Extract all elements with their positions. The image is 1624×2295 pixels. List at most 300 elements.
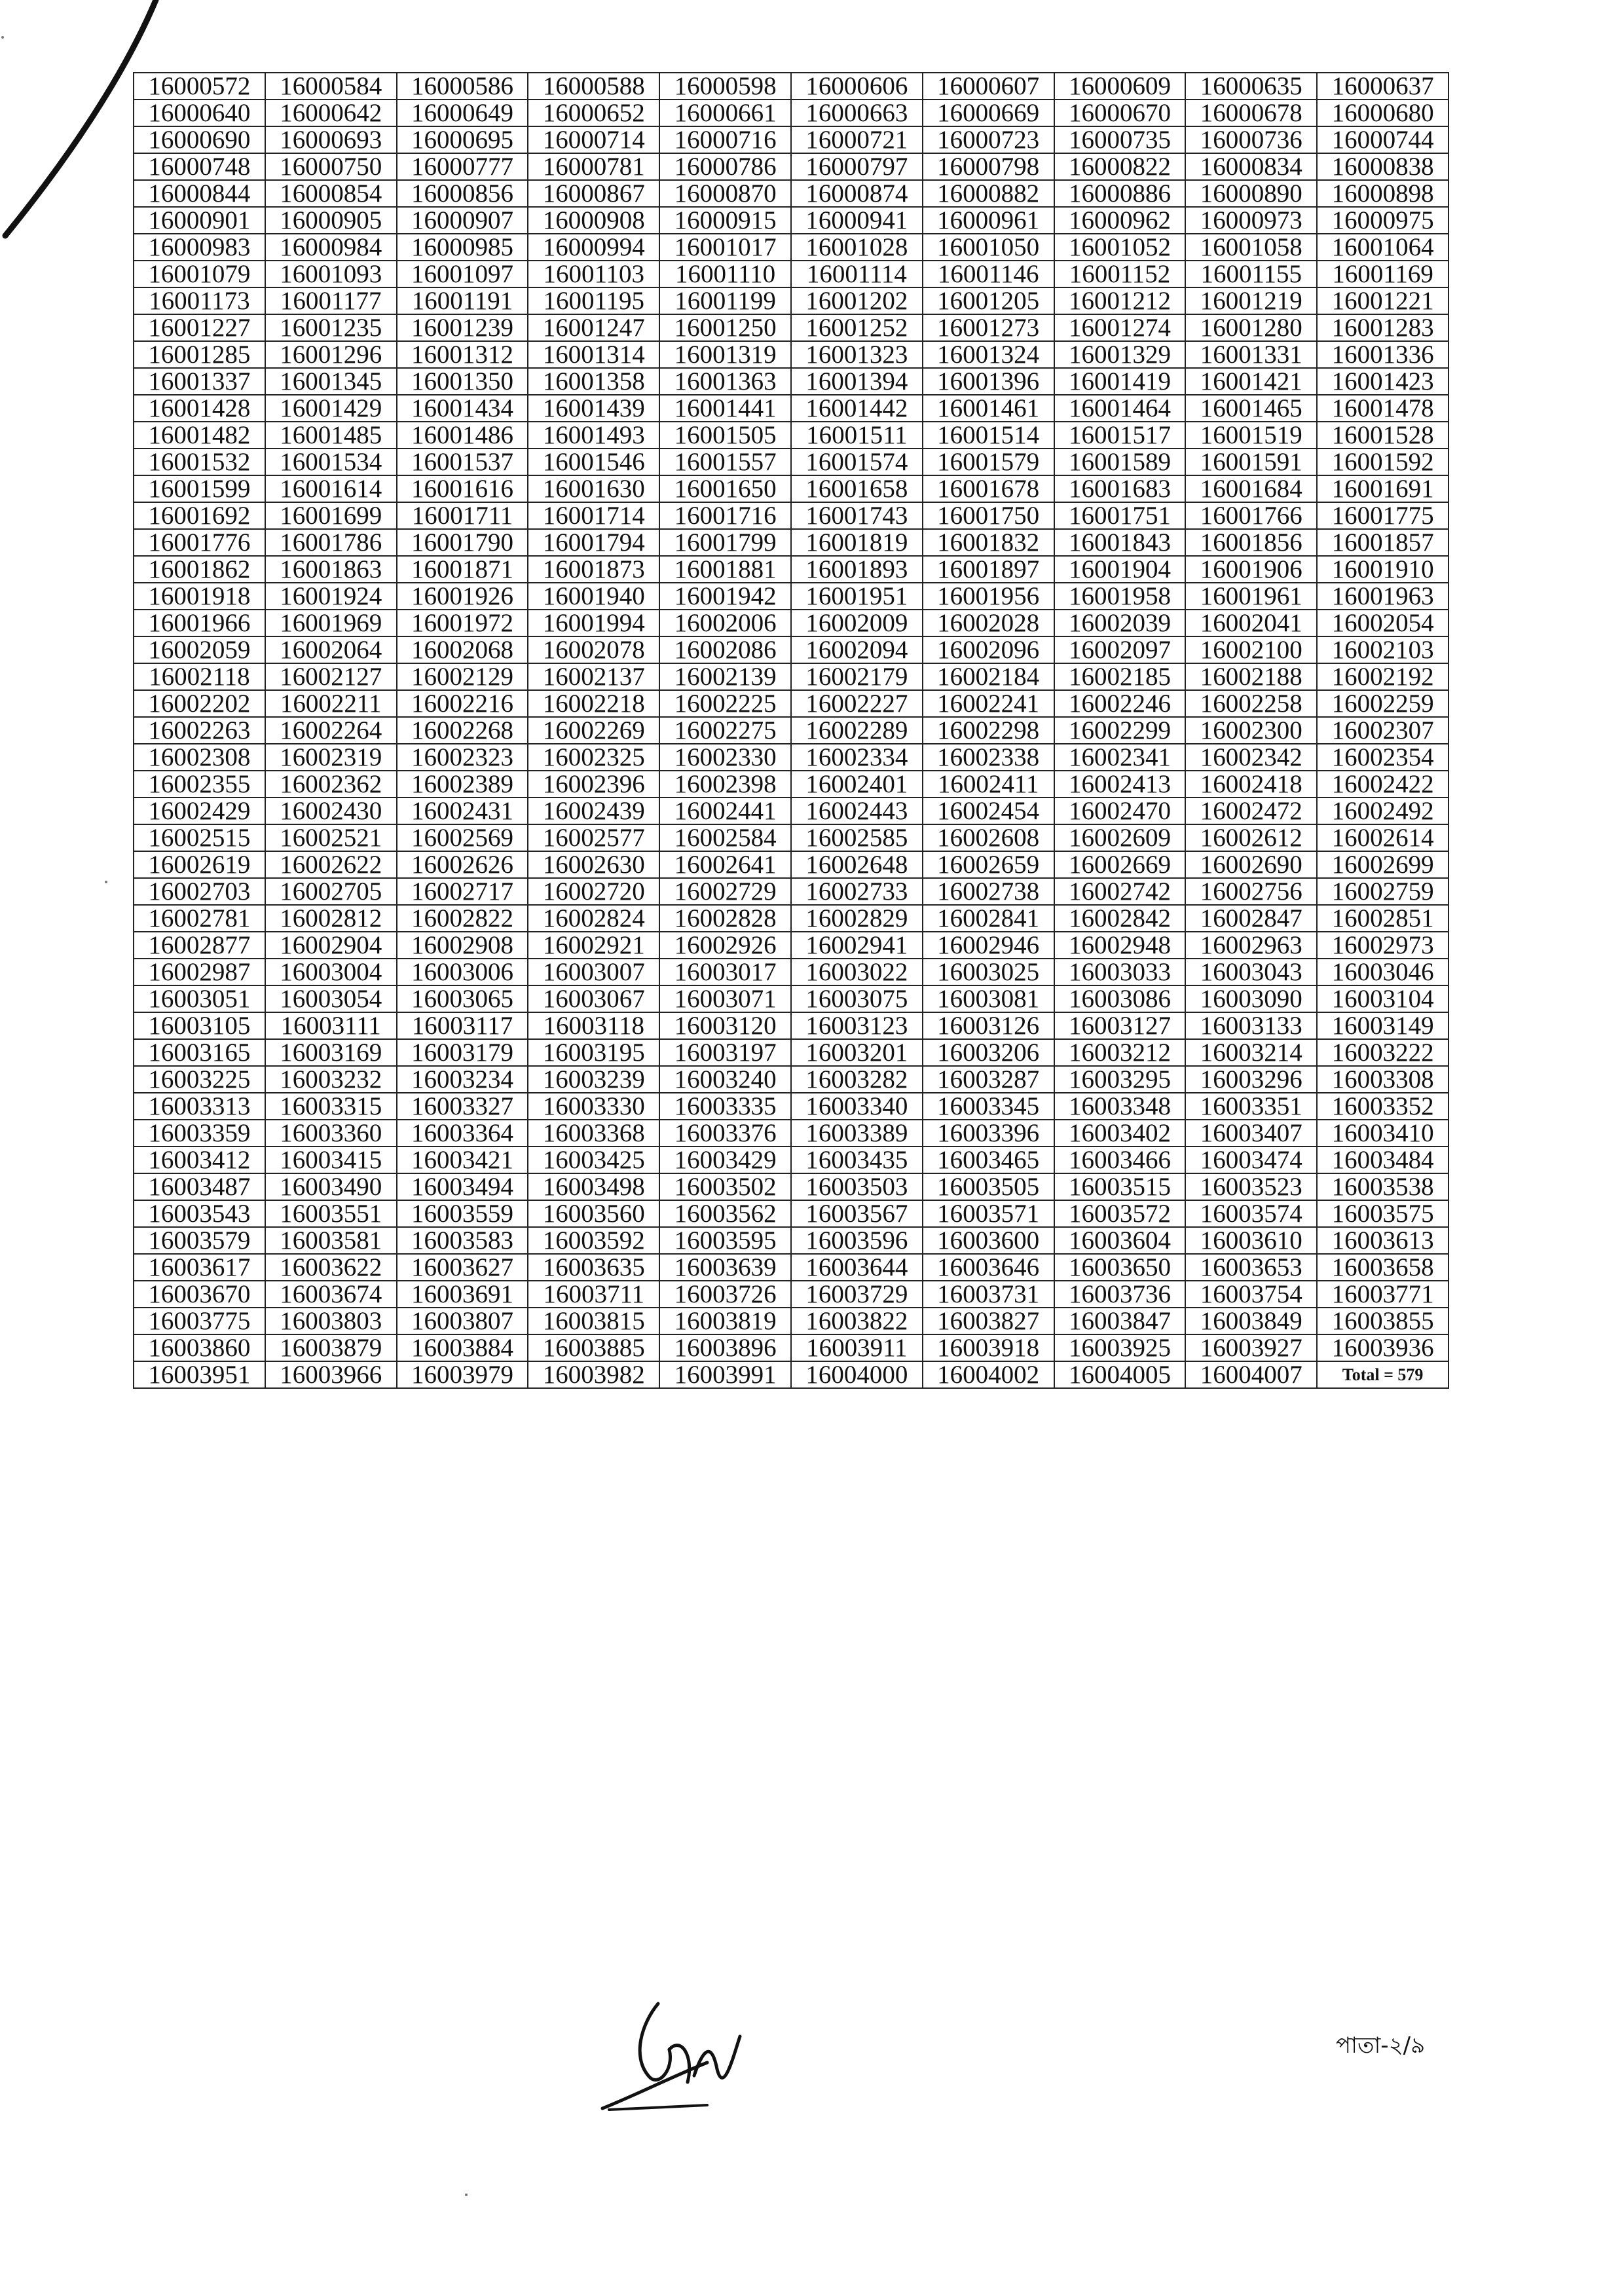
roll-number-cell: 16000670	[1054, 100, 1186, 126]
roll-number-cell: 16000905	[265, 207, 397, 234]
roll-number-cell: 16003351	[1185, 1093, 1317, 1120]
table-row	[134, 1308, 1449, 1334]
roll-number-cell: 16002829	[791, 905, 923, 932]
roll-number-cell: 16002841	[923, 905, 1054, 932]
roll-number-cell: 16002118	[134, 663, 265, 690]
roll-number-cell: 16003610	[1185, 1227, 1317, 1254]
table-row	[134, 287, 1449, 314]
roll-number-cell: 16002289	[791, 717, 923, 744]
roll-number-cell: 16002492	[1317, 798, 1449, 824]
roll-number-cell: 16001599	[134, 475, 265, 502]
roll-number-cell: 16003165	[134, 1039, 265, 1066]
roll-number-cell: 16001195	[528, 287, 659, 314]
roll-number-cell: 16003644	[791, 1254, 923, 1281]
roll-number-cell: 16001799	[659, 529, 791, 556]
roll-number-cell: 16003308	[1317, 1066, 1449, 1093]
roll-number-cell: 16000838	[1317, 153, 1449, 180]
roll-number-cell: 16001751	[1054, 502, 1186, 529]
roll-number-cell: 16002622	[265, 851, 397, 878]
table-row	[134, 610, 1449, 636]
roll-number-cell: 16001906	[1185, 556, 1317, 583]
roll-number-cell: 16003494	[397, 1173, 528, 1200]
roll-number-cell: 16002354	[1317, 744, 1449, 771]
roll-number-cell: 16003885	[528, 1334, 659, 1361]
roll-number-cell: 16000890	[1185, 180, 1317, 207]
total-count-cell: Total = 579	[1317, 1361, 1449, 1388]
roll-number-cell: 16000786	[659, 153, 791, 180]
roll-number-cell: 16003622	[265, 1254, 397, 1281]
roll-number-cell: 16003179	[397, 1039, 528, 1066]
roll-number-cell: 16003435	[791, 1147, 923, 1173]
roll-number-cell: 16001442	[791, 395, 923, 422]
roll-number-cell: 16000777	[397, 153, 528, 180]
roll-number-cell: 16000886	[1054, 180, 1186, 207]
roll-number-cell: 16002742	[1054, 878, 1186, 905]
roll-number-cell: 16002824	[528, 905, 659, 932]
roll-number-cell: 16003360	[265, 1120, 397, 1147]
roll-number-cell: 16000669	[923, 100, 1054, 126]
roll-number-cell: 16001028	[791, 234, 923, 261]
roll-number-cell: 16002733	[791, 878, 923, 905]
roll-number-cell: 16001079	[134, 261, 265, 287]
roll-number-cell: 16003376	[659, 1120, 791, 1147]
roll-number-cell: 16003117	[397, 1012, 528, 1039]
roll-number-cell: 16002648	[791, 851, 923, 878]
roll-number-cell: 16001319	[659, 341, 791, 368]
roll-number-cell: 16003925	[1054, 1334, 1186, 1361]
roll-number-cell: 16003086	[1054, 985, 1186, 1012]
table-row	[134, 73, 1449, 100]
roll-number-cell: 16001152	[1054, 261, 1186, 287]
roll-number-cell: 16000870	[659, 180, 791, 207]
table-row	[134, 663, 1449, 690]
roll-number-cell: 16000716	[659, 126, 791, 153]
roll-number-cell: 16000994	[528, 234, 659, 261]
roll-number-cell: 16000867	[528, 180, 659, 207]
table-row	[134, 1334, 1449, 1361]
roll-number-cell: 16000721	[791, 126, 923, 153]
roll-number-cell: 16001199	[659, 287, 791, 314]
table-row	[134, 1254, 1449, 1281]
roll-number-cell: 16003111	[265, 1012, 397, 1039]
roll-number-cell: 16003847	[1054, 1308, 1186, 1334]
roll-number-cell: 16003966	[265, 1361, 397, 1388]
roll-number-cell: 16001177	[265, 287, 397, 314]
roll-number-cell: 16003505	[923, 1173, 1054, 1200]
roll-number-cell: 16001862	[134, 556, 265, 583]
roll-number-cell: 16002184	[923, 663, 1054, 690]
table-row	[134, 1039, 1449, 1066]
roll-number-cell: 16002577	[528, 824, 659, 851]
roll-number-cell: 16001146	[923, 261, 1054, 287]
roll-number-cell: 16002259	[1317, 690, 1449, 717]
table-row	[134, 1173, 1449, 1200]
roll-number-cell: 16003118	[528, 1012, 659, 1039]
roll-number-cell: 16002054	[1317, 610, 1449, 636]
roll-number-cell: 16002699	[1317, 851, 1449, 878]
roll-number-cell: 16002705	[265, 878, 397, 905]
table-row	[134, 368, 1449, 395]
roll-number-cell: 16000750	[265, 153, 397, 180]
roll-number-cell: 16001716	[659, 502, 791, 529]
roll-number-cell: 16003896	[659, 1334, 791, 1361]
table-row	[134, 261, 1449, 287]
table-row	[134, 1012, 1449, 1039]
roll-number-cell: 16002268	[397, 717, 528, 744]
roll-number-cell: 16004005	[1054, 1361, 1186, 1388]
roll-number-cell: 16001461	[923, 395, 1054, 422]
roll-number-cell: 16001534	[265, 449, 397, 475]
roll-number-cell: 16003982	[528, 1361, 659, 1388]
roll-number-cell: 16003502	[659, 1173, 791, 1200]
roll-number-cell: 16001592	[1317, 449, 1449, 475]
roll-number-cell: 16001856	[1185, 529, 1317, 556]
roll-number-cell: 16001478	[1317, 395, 1449, 422]
roll-number-cell: 16002398	[659, 771, 791, 798]
roll-number-cell: 16001103	[528, 261, 659, 287]
roll-number-cell: 16003017	[659, 959, 791, 985]
roll-number-cell: 16002325	[528, 744, 659, 771]
roll-number-cell: 16002569	[397, 824, 528, 851]
roll-number-cell: 16001910	[1317, 556, 1449, 583]
roll-number-cell: 16003855	[1317, 1308, 1449, 1334]
roll-number-cell: 16003613	[1317, 1227, 1449, 1254]
roll-number-cell: 16002225	[659, 690, 791, 717]
roll-number-cell: 16003658	[1317, 1254, 1449, 1281]
roll-number-cell: 16001396	[923, 368, 1054, 395]
roll-number-cell: 16000637	[1317, 73, 1449, 100]
roll-number-cell: 16001439	[528, 395, 659, 422]
roll-number-cell: 16002630	[528, 851, 659, 878]
roll-number-cell: 16002218	[528, 690, 659, 717]
roll-number-cell: 16001958	[1054, 583, 1186, 610]
roll-number-cell: 16000854	[265, 180, 397, 207]
roll-number-cell: 16002756	[1185, 878, 1317, 905]
roll-number-cell: 16003071	[659, 985, 791, 1012]
roll-number-cell: 16003650	[1054, 1254, 1186, 1281]
roll-number-cell: 16003775	[134, 1308, 265, 1334]
table-row	[134, 878, 1449, 905]
margin-dot	[465, 2194, 468, 2196]
roll-number-cell: 16002258	[1185, 690, 1317, 717]
roll-number-cell: 16003412	[134, 1147, 265, 1173]
roll-number-cell: 16003282	[791, 1066, 923, 1093]
roll-number-cell: 16001750	[923, 502, 1054, 529]
roll-number-cell: 16001678	[923, 475, 1054, 502]
roll-number-cell: 16001684	[1185, 475, 1317, 502]
roll-number-cell: 16002338	[923, 744, 1054, 771]
roll-number-cell: 16002227	[791, 690, 923, 717]
roll-number-cell: 16003222	[1317, 1039, 1449, 1066]
roll-number-cell: 16001219	[1185, 287, 1317, 314]
roll-number-cell: 16003327	[397, 1093, 528, 1120]
roll-number-cell: 16002041	[1185, 610, 1317, 636]
roll-number-cell: 16001532	[134, 449, 265, 475]
roll-number-cell: 16002963	[1185, 932, 1317, 959]
roll-number-cell: 16003562	[659, 1200, 791, 1227]
roll-number-cell: 16002323	[397, 744, 528, 771]
roll-number-cell: 16003025	[923, 959, 1054, 985]
roll-number-cell: 16003815	[528, 1308, 659, 1334]
roll-number-cell: 16003936	[1317, 1334, 1449, 1361]
roll-number-cell: 16000882	[923, 180, 1054, 207]
roll-number-cell: 16002241	[923, 690, 1054, 717]
roll-number-cell: 16001058	[1185, 234, 1317, 261]
roll-number-cell: 16002100	[1185, 636, 1317, 663]
roll-number-cell: 16002078	[528, 636, 659, 663]
roll-number-cell: 16001546	[528, 449, 659, 475]
roll-number-cell: 16003579	[134, 1227, 265, 1254]
roll-number-cell: 16003206	[923, 1039, 1054, 1066]
roll-number-cell: 16000635	[1185, 73, 1317, 100]
roll-number-cell: 16003313	[134, 1093, 265, 1120]
roll-number-cell: 16001419	[1054, 368, 1186, 395]
roll-number-cell: 16001337	[134, 368, 265, 395]
roll-number-cell: 16003402	[1054, 1120, 1186, 1147]
roll-number-cell: 16003201	[791, 1039, 923, 1066]
roll-number-cell: 16003498	[528, 1173, 659, 1200]
roll-number-cell: 16001790	[397, 529, 528, 556]
roll-number-cell: 16000901	[134, 207, 265, 234]
roll-number-cell: 16003006	[397, 959, 528, 985]
roll-number-cell: 16001280	[1185, 314, 1317, 341]
roll-number-cell: 16002948	[1054, 932, 1186, 959]
table-row	[134, 234, 1449, 261]
roll-number-cell: 16003639	[659, 1254, 791, 1281]
roll-number-cell: 16001969	[265, 610, 397, 636]
roll-number-cell: 16001464	[1054, 395, 1186, 422]
roll-number-cell: 16001873	[528, 556, 659, 583]
roll-number-cell: 16001692	[134, 502, 265, 529]
roll-number-cell: 16003515	[1054, 1173, 1186, 1200]
roll-number-cell: 16001345	[265, 368, 397, 395]
roll-number-cell: 16000941	[791, 207, 923, 234]
table-row	[134, 153, 1449, 180]
roll-number-cell: 16004007	[1185, 1361, 1317, 1388]
roll-number-cell: 16001097	[397, 261, 528, 287]
roll-number-cell: 16002441	[659, 798, 791, 824]
table-row	[134, 824, 1449, 851]
roll-number-cell: 16000822	[1054, 153, 1186, 180]
roll-number-cell: 16001336	[1317, 341, 1449, 368]
roll-number-cell: 16002738	[923, 878, 1054, 905]
roll-number-cell: 16000693	[265, 126, 397, 153]
roll-number-cell: 16003330	[528, 1093, 659, 1120]
roll-number-cell: 16003819	[659, 1308, 791, 1334]
roll-number-cell: 16000723	[923, 126, 1054, 153]
roll-number-cell: 16001699	[265, 502, 397, 529]
roll-number-cell: 16002759	[1317, 878, 1449, 905]
roll-number-cell: 16001221	[1317, 287, 1449, 314]
table-row	[134, 341, 1449, 368]
roll-number-cell: 16001050	[923, 234, 1054, 261]
roll-number-cell: 16000874	[791, 180, 923, 207]
roll-number-cell: 16002926	[659, 932, 791, 959]
table-row	[134, 690, 1449, 717]
roll-number-cell: 16002094	[791, 636, 923, 663]
roll-number-cell: 16000915	[659, 207, 791, 234]
roll-number-cell: 16001589	[1054, 449, 1186, 475]
roll-number-cell: 16002619	[134, 851, 265, 878]
roll-number-cell: 16003849	[1185, 1308, 1317, 1334]
roll-number-cell: 16003065	[397, 985, 528, 1012]
roll-number-cell: 16003803	[265, 1308, 397, 1334]
roll-number-cell: 16001155	[1185, 261, 1317, 287]
roll-number-cell: 16001517	[1054, 422, 1186, 449]
roll-number-cell: 16003043	[1185, 959, 1317, 985]
roll-number-cell: 16002812	[265, 905, 397, 932]
roll-number-cell: 16001421	[1185, 368, 1317, 395]
roll-number-cell: 16001942	[659, 583, 791, 610]
roll-number-cell: 16001528	[1317, 422, 1449, 449]
roll-number-cell: 16001314	[528, 341, 659, 368]
roll-number-cell: 16001296	[265, 341, 397, 368]
roll-number-cell: 16000586	[397, 73, 528, 100]
roll-number-cell: 16002641	[659, 851, 791, 878]
roll-number-cell: 16003067	[528, 985, 659, 1012]
table-row	[134, 529, 1449, 556]
roll-number-cell: 16001972	[397, 610, 528, 636]
roll-number-cell: 16002307	[1317, 717, 1449, 744]
roll-number-cell: 16002614	[1317, 824, 1449, 851]
roll-number-cell: 16002669	[1054, 851, 1186, 878]
roll-number-cell: 16003415	[265, 1147, 397, 1173]
roll-number-cell: 16002308	[134, 744, 265, 771]
roll-number-cell: 16001537	[397, 449, 528, 475]
roll-number-cell: 16003551	[265, 1200, 397, 1227]
roll-number-cell: 16000856	[397, 180, 528, 207]
roll-number-cell: 16003197	[659, 1039, 791, 1066]
roll-number-cell: 16001924	[265, 583, 397, 610]
roll-number-cell: 16002039	[1054, 610, 1186, 636]
roll-number-cell: 16003754	[1185, 1281, 1317, 1308]
roll-number-cell: 16003487	[134, 1173, 265, 1200]
roll-number-cell: 16002299	[1054, 717, 1186, 744]
roll-number-cell: 16001683	[1054, 475, 1186, 502]
roll-number-cell: 16000695	[397, 126, 528, 153]
roll-number-cell: 16003653	[1185, 1254, 1317, 1281]
roll-number-cell: 16001863	[265, 556, 397, 583]
roll-number-cell: 16002717	[397, 878, 528, 905]
roll-number-cell: 16002103	[1317, 636, 1449, 663]
roll-number-cell: 16003104	[1317, 985, 1449, 1012]
table-row	[134, 932, 1449, 959]
table-row	[134, 475, 1449, 502]
roll-number-cell: 16002246	[1054, 690, 1186, 717]
roll-number-cell: 16000736	[1185, 126, 1317, 153]
roll-number-cell: 16000584	[265, 73, 397, 100]
roll-number-cell: 16001239	[397, 314, 528, 341]
roll-number-cell: 16001766	[1185, 502, 1317, 529]
roll-number-cell: 16002515	[134, 824, 265, 851]
roll-number-cell: 16002192	[1317, 663, 1449, 690]
table-row	[134, 1281, 1449, 1308]
roll-number-cell: 16001514	[923, 422, 1054, 449]
roll-number-cell: 16000744	[1317, 126, 1449, 153]
roll-number-cell: 16004000	[791, 1361, 923, 1388]
table-row	[134, 1227, 1449, 1254]
roll-number-cell: 16001250	[659, 314, 791, 341]
roll-number-cell: 16003646	[923, 1254, 1054, 1281]
signature	[596, 1997, 766, 2115]
roll-number-cell: 16003123	[791, 1012, 923, 1039]
table-body	[134, 73, 1449, 1388]
roll-number-cell: 16002626	[397, 851, 528, 878]
roll-number-cell: 16001350	[397, 368, 528, 395]
roll-number-cell: 16001579	[923, 449, 1054, 475]
roll-number-cell: 16002264	[265, 717, 397, 744]
roll-number-cell: 16001110	[659, 261, 791, 287]
roll-number-cell: 16003340	[791, 1093, 923, 1120]
roll-number-cell: 16003149	[1317, 1012, 1449, 1039]
roll-number-cell: 16002330	[659, 744, 791, 771]
roll-number-cell: 16002987	[134, 959, 265, 985]
table-row	[134, 556, 1449, 583]
roll-number-cell: 16003911	[791, 1334, 923, 1361]
roll-number-cell: 16001650	[659, 475, 791, 502]
roll-number-cell: 16001482	[134, 422, 265, 449]
roll-number-cell: 16002703	[134, 878, 265, 905]
roll-number-cell: 16001614	[265, 475, 397, 502]
roll-number-cell: 16001273	[923, 314, 1054, 341]
roll-number-cell: 16001940	[528, 583, 659, 610]
roll-number-cell: 16001714	[528, 502, 659, 529]
roll-number-cell: 16000983	[134, 234, 265, 261]
roll-number-cell: 16003105	[134, 1012, 265, 1039]
roll-number-cell: 16001358	[528, 368, 659, 395]
roll-number-cell: 16003081	[923, 985, 1054, 1012]
roll-number-cell: 16002263	[134, 717, 265, 744]
roll-number-table	[133, 72, 1449, 1389]
roll-number-cell: 16000678	[1185, 100, 1317, 126]
roll-number-cell: 16003359	[134, 1120, 265, 1147]
table-row	[134, 985, 1449, 1012]
roll-number-cell: 16003979	[397, 1361, 528, 1388]
roll-number-cell: 16003295	[1054, 1066, 1186, 1093]
roll-number-cell: 16002319	[265, 744, 397, 771]
roll-number-cell: 16003232	[265, 1066, 397, 1093]
table-row	[134, 798, 1449, 824]
roll-number-cell: 16002842	[1054, 905, 1186, 932]
roll-number-cell: 16003807	[397, 1308, 528, 1334]
roll-number-cell: 16001966	[134, 610, 265, 636]
roll-number-cell: 16001897	[923, 556, 1054, 583]
table-row	[134, 100, 1449, 126]
roll-number-cell: 16003617	[134, 1254, 265, 1281]
roll-number-cell: 16000642	[265, 100, 397, 126]
roll-number-cell: 16001465	[1185, 395, 1317, 422]
roll-number-cell: 16000640	[134, 100, 265, 126]
roll-number-cell: 16003075	[791, 985, 923, 1012]
roll-number-cell: 16003884	[397, 1334, 528, 1361]
roll-number-cell: 16002612	[1185, 824, 1317, 851]
roll-number-cell: 16000961	[923, 207, 1054, 234]
roll-number-cell: 16002401	[791, 771, 923, 798]
table-row	[134, 744, 1449, 771]
roll-number-cell: 16002418	[1185, 771, 1317, 798]
roll-number-cell: 16002413	[1054, 771, 1186, 798]
table-row	[134, 905, 1449, 932]
roll-number-cell: 16000714	[528, 126, 659, 153]
roll-number-cell: 16003879	[265, 1334, 397, 1361]
roll-number-cell: 16002941	[791, 932, 923, 959]
roll-number-cell: 16003567	[791, 1200, 923, 1227]
roll-number-cell: 16001202	[791, 287, 923, 314]
roll-number-cell: 16003287	[923, 1066, 1054, 1093]
roll-number-cell: 16003627	[397, 1254, 528, 1281]
roll-number-cell: 16001285	[134, 341, 265, 368]
roll-number-cell: 16001893	[791, 556, 923, 583]
